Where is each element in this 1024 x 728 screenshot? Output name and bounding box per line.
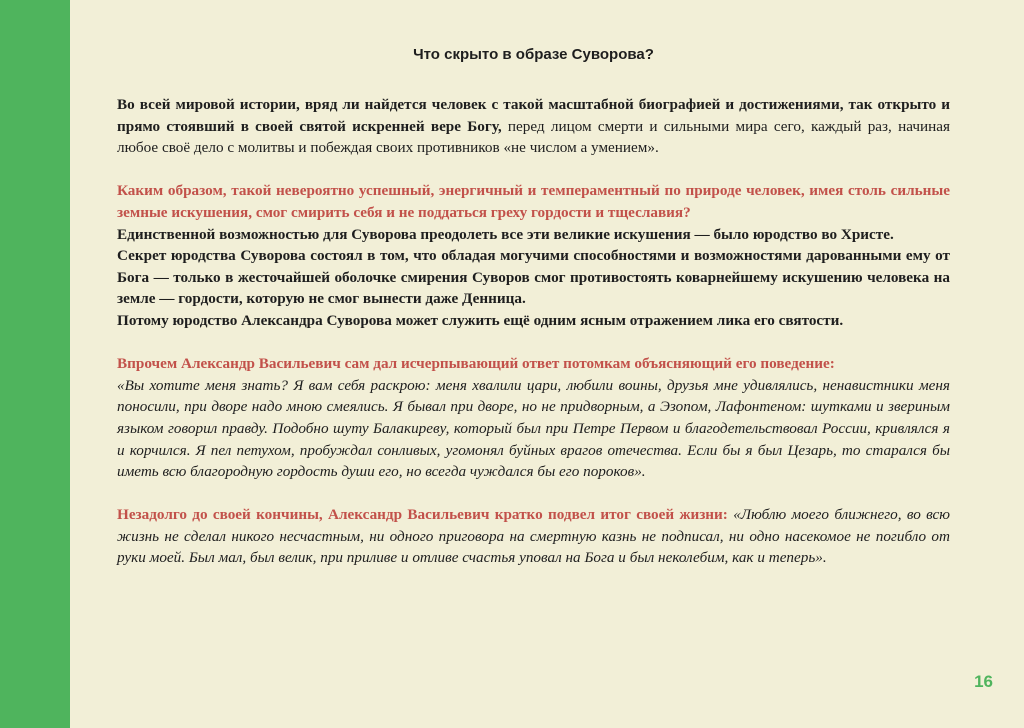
answer-text-1: Единственной возможностью для Суворова преодолеть все эти великие искушения — было юродство во Христе. [117, 225, 894, 243]
quote-text-2: «Люблю моего ближнего, во всю жизнь не сделал никого несчастным, ни одного приговора на смертную казнь не подписал, ни одно насекомое не погибло от руки моей. Был мал, был велик, при приливе и отливе счастья уповал на Бога и был неколебим, как и теперь». [117, 506, 950, 567]
page-number: 16 [974, 672, 993, 691]
question-text: Каким образом, такой невероятно успешный, энергичный и темпераментный по природе человек, имея столь сильные земные искушения, смог смирить себя и не поддаться греху гордости и тщеславия? [117, 182, 950, 221]
intro-normal-text: перед лицом смерти и сильными мира сего, каждый раз, начиная любое своё дело с молитвы и побеждая своих противников «не числом а умением». [117, 117, 950, 157]
quote-text-1: «Вы хотите меня знать? Я вам себя раскрою: меня хвалили цари, любили воины, друзья мне удивлялись, ненавистники меня поносили, при дворе надо мною смеялись. Я бывал при дворе, но не придворным, а Эзопом, Лафонтеном: шутками и звериным языком говорил правду. Подобно шуту Балакиреву, который был при Петре Первом и благодетельствовал России, кривлялся я и корчился. Я пел петухом, пробуждал сонливых, угомонял буйных врагов отечества. Если бы я был Цезарь, то старался бы иметь всю благородную гордость души его, но всегда чуждался бы его пороков». [117, 376, 950, 481]
answer-text-3: Потому юродство Александра Суворова может служить ещё одним ясным отражением лика его святости. [117, 311, 844, 329]
paragraph-final [117, 504, 950, 569]
page-title: Что скрыто в образе Суворова? [413, 46, 654, 63]
quote-intro-1: Впрочем Александр Васильевич сам дал исчерпывающий ответ потомкам объясняющий его поведение: [117, 355, 835, 373]
green-side-bar [0, 0, 70, 728]
answer-text-2: Секрет юродства Суворова состоял в том, что обладая могучими способностями и возможностями дарованными ему от Бога — только в жесточайшей оболочке смирения Суворов смог противостоять коварнейшему искушению человека на земле — гордости, которую не смог вынести даже Денница. [117, 247, 950, 308]
quote-intro-2: Незадолго до своей кончины, Александр Васильевич кратко подвел итог своей жизни: [117, 506, 728, 524]
intro-bold-text: Во всей мировой истории, вряд ли найдется человек с такой масштабной биографией и достижениями, так открыто и прямо стоявший в своей святой искренней вере Богу, [117, 96, 950, 135]
page-content [117, 44, 950, 569]
paragraph-intro [117, 94, 950, 159]
